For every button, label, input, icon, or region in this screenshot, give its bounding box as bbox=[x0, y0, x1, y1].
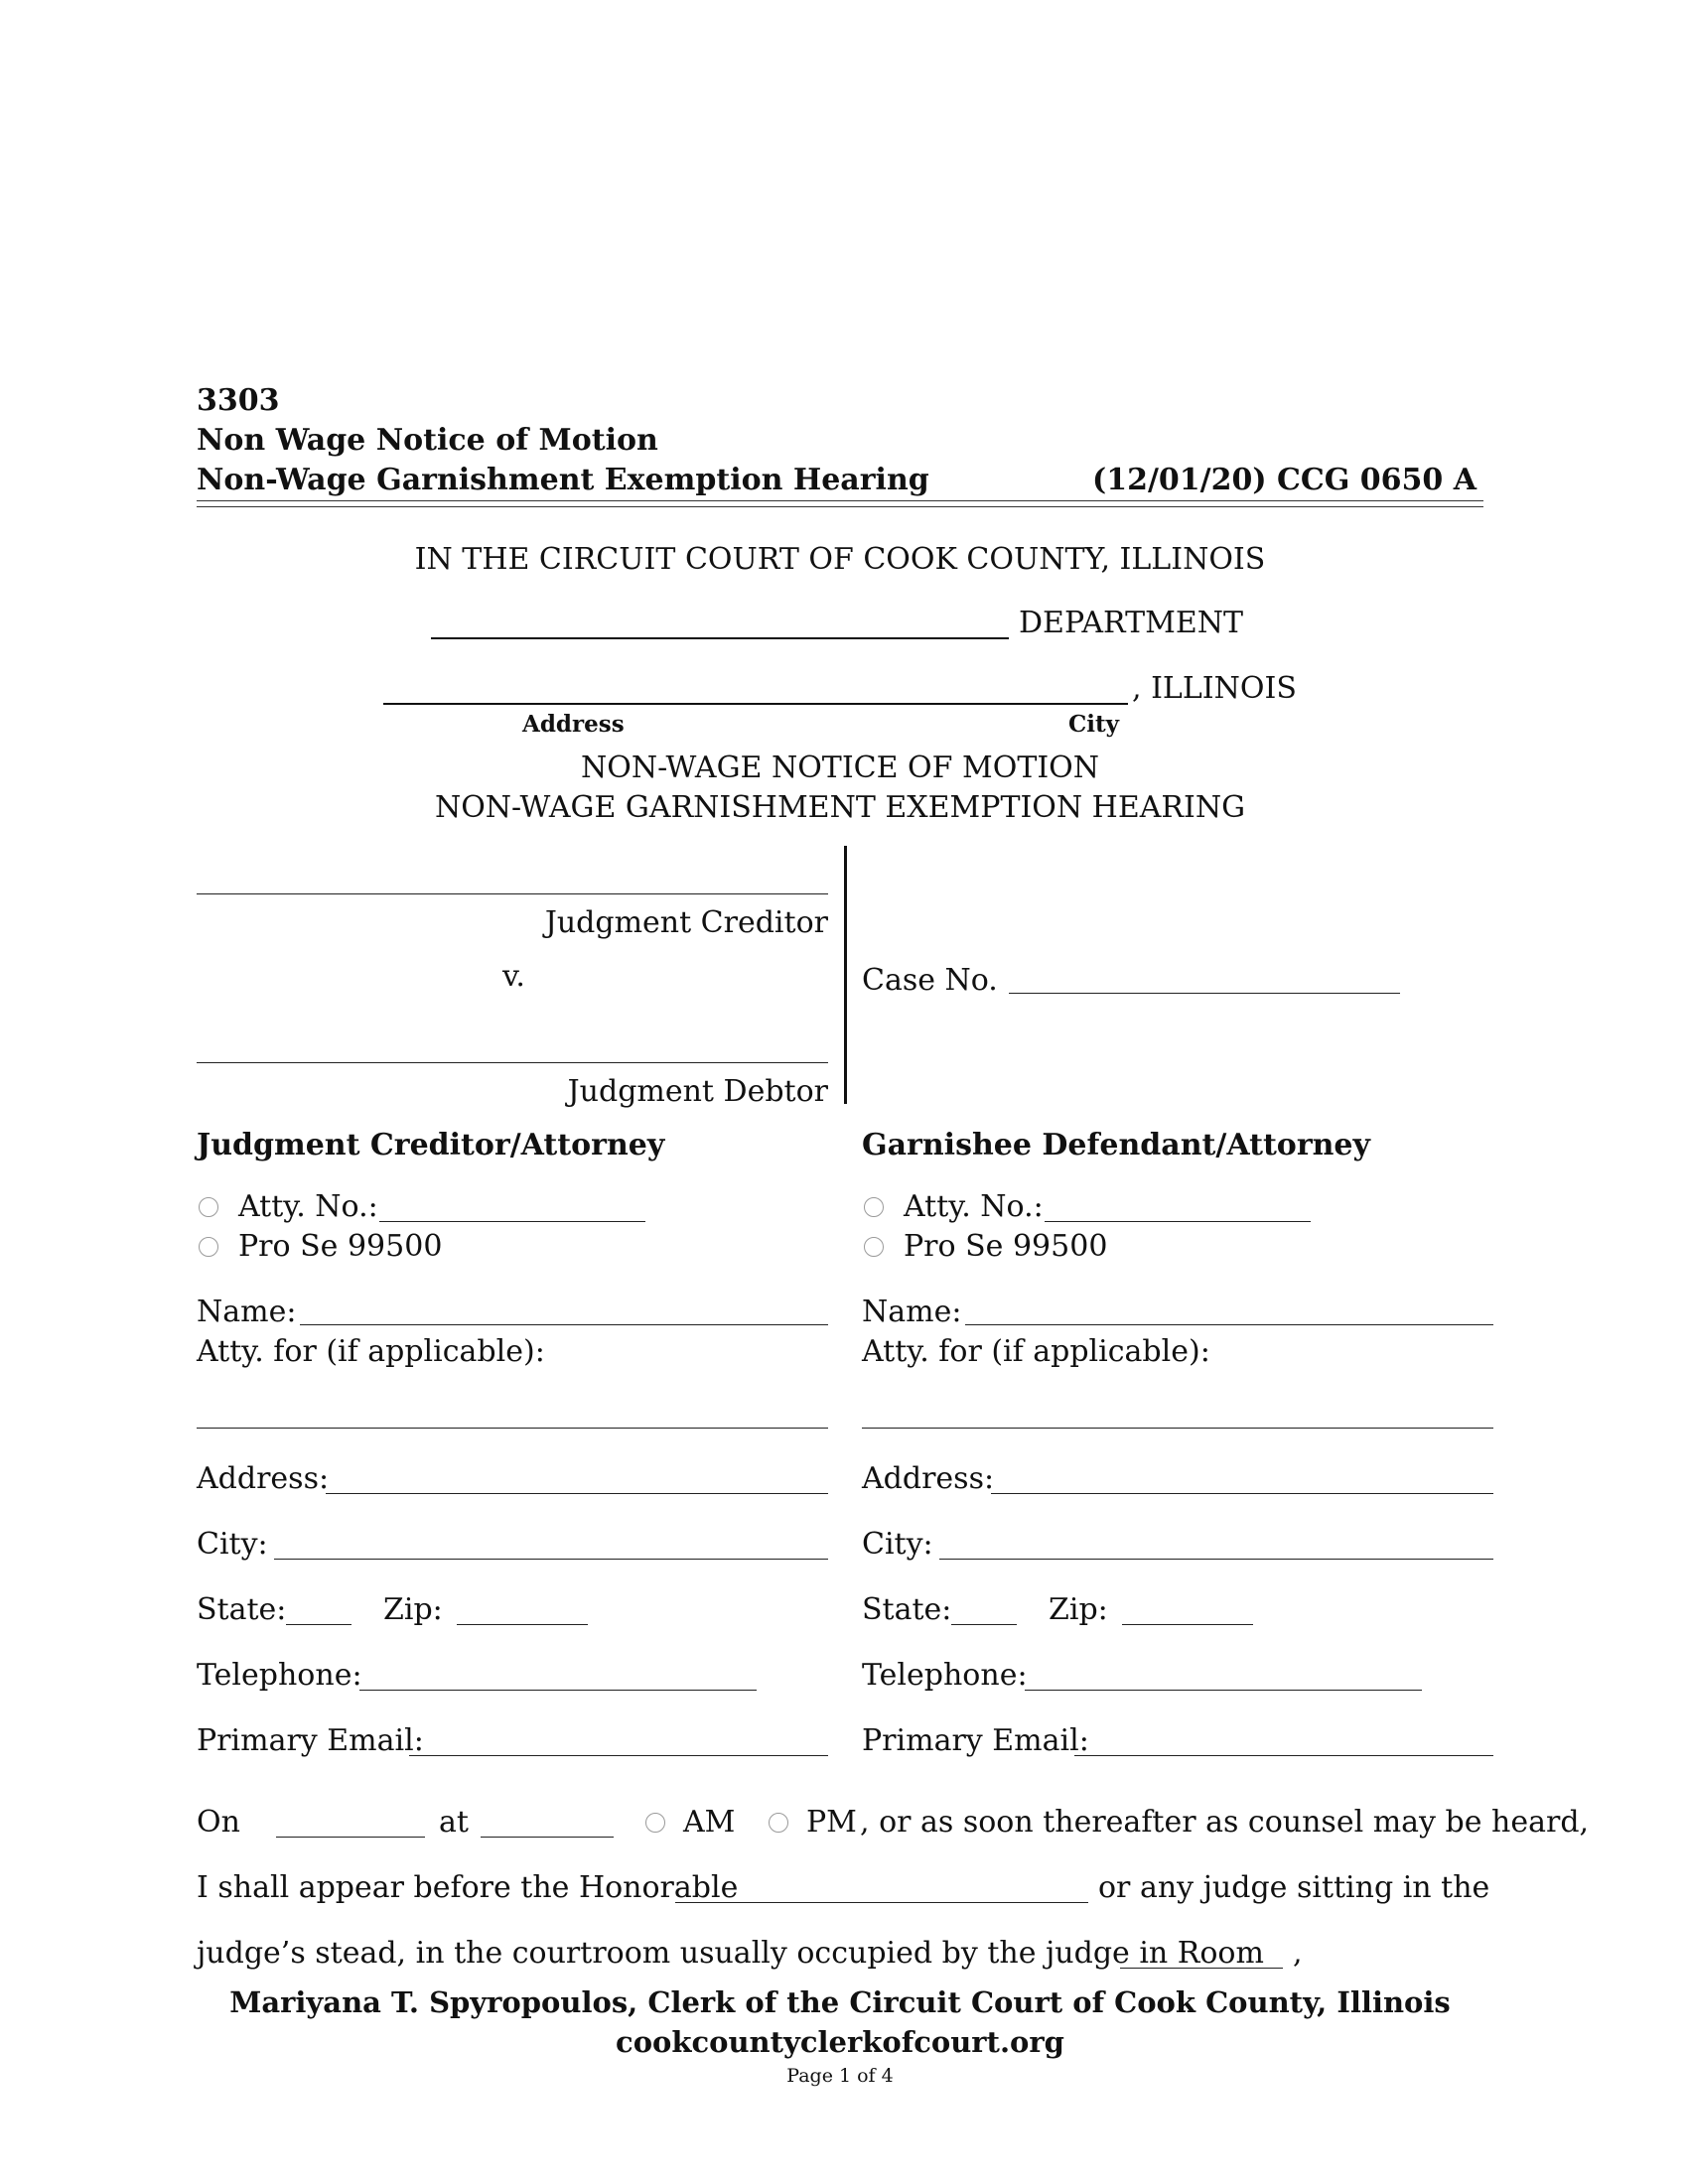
hearing-time-field[interactable] bbox=[481, 1837, 614, 1838]
right-city-label: City: bbox=[862, 1527, 933, 1562]
right-atty-no-radio[interactable] bbox=[864, 1197, 884, 1217]
right-party-heading: Garnishee Defendant/Attorney bbox=[862, 1128, 1370, 1162]
department-field[interactable] bbox=[431, 637, 1009, 639]
judgment-creditor-label: Judgment Creditor bbox=[544, 905, 828, 940]
right-pro-se-radio[interactable] bbox=[864, 1237, 884, 1257]
clerk-footer: Mariyana T. Spyropoulos, Clerk of the Circuit Court of Cook County, Illinois bbox=[229, 1985, 1451, 2019]
left-telephone-field[interactable] bbox=[359, 1690, 757, 1691]
notice-at-label: at bbox=[439, 1805, 469, 1840]
left-zip-label: Zip: bbox=[383, 1592, 443, 1627]
right-atty-for-label: Atty. for (if applicable): bbox=[862, 1334, 1210, 1369]
left-pro-se-label: Pro Se 99500 bbox=[238, 1229, 443, 1264]
judgment-debtor-field[interactable] bbox=[197, 1062, 828, 1063]
left-pro-se-radio[interactable] bbox=[199, 1237, 218, 1257]
notice-line-3-start: judge’s stead, in the courtroom usually occupied by the judge in Room bbox=[197, 1936, 1264, 1971]
right-state-label: State: bbox=[862, 1592, 952, 1627]
right-name-field[interactable] bbox=[965, 1324, 1493, 1325]
title-line-1: NON-WAGE NOTICE OF MOTION bbox=[580, 751, 1100, 785]
right-email-field[interactable] bbox=[1074, 1755, 1493, 1756]
illinois-label: , ILLINOIS bbox=[1132, 671, 1297, 706]
right-city-field[interactable] bbox=[939, 1559, 1493, 1560]
form-subtitle: Non-Wage Garnishment Exemption Hearing bbox=[197, 463, 929, 497]
header-rule-top bbox=[197, 500, 1483, 501]
am-radio[interactable] bbox=[645, 1813, 665, 1833]
form-number: 3303 bbox=[197, 383, 280, 418]
left-atty-no-field[interactable] bbox=[379, 1221, 645, 1222]
header-rule-bottom bbox=[197, 506, 1483, 507]
left-atty-no-label: Atty. No.: bbox=[238, 1189, 378, 1224]
right-zip-label: Zip: bbox=[1049, 1592, 1108, 1627]
right-atty-no-field[interactable] bbox=[1045, 1221, 1311, 1222]
right-state-field[interactable] bbox=[951, 1624, 1017, 1625]
court-name: IN THE CIRCUIT COURT OF COOK COUNTY, ILLINOIS bbox=[414, 542, 1266, 577]
left-telephone-label: Telephone: bbox=[197, 1658, 362, 1693]
right-pro-se-label: Pro Se 99500 bbox=[904, 1229, 1108, 1264]
form-name: Non Wage Notice of Motion bbox=[197, 423, 658, 458]
notice-on-label: On bbox=[197, 1805, 240, 1840]
right-zip-field[interactable] bbox=[1122, 1624, 1253, 1625]
caption-divider bbox=[844, 846, 847, 1104]
left-name-field[interactable] bbox=[300, 1324, 828, 1325]
title-line-2: NON-WAGE GARNISHMENT EXEMPTION HEARING bbox=[434, 790, 1246, 825]
department-label: DEPARTMENT bbox=[1019, 606, 1243, 640]
left-party-heading: Judgment Creditor/Attorney bbox=[197, 1128, 665, 1162]
address-city-field[interactable] bbox=[383, 703, 1128, 705]
am-label: AM bbox=[683, 1805, 736, 1840]
website-footer: cookcountyclerkofcourt.org bbox=[616, 2025, 1064, 2059]
judgment-creditor-field[interactable] bbox=[197, 893, 828, 894]
left-address-field[interactable] bbox=[326, 1493, 828, 1494]
right-email-label: Primary Email: bbox=[862, 1723, 1089, 1758]
left-email-field[interactable] bbox=[409, 1755, 828, 1756]
pm-label: PM bbox=[806, 1805, 857, 1840]
versus-label: v. bbox=[502, 959, 525, 994]
right-atty-no-label: Atty. No.: bbox=[904, 1189, 1044, 1224]
case-no-label: Case No. bbox=[862, 963, 998, 998]
pm-radio[interactable] bbox=[769, 1813, 788, 1833]
left-city-label: City: bbox=[197, 1527, 268, 1562]
right-telephone-field[interactable] bbox=[1025, 1690, 1422, 1691]
case-no-field[interactable] bbox=[1009, 993, 1400, 994]
left-address-label: Address: bbox=[197, 1461, 330, 1496]
right-atty-for-field[interactable] bbox=[862, 1428, 1493, 1429]
left-city-field[interactable] bbox=[274, 1559, 828, 1560]
hearing-date-field[interactable] bbox=[276, 1837, 425, 1838]
form-code: (12/01/20) CCG 0650 A bbox=[1092, 463, 1477, 497]
page-number: Page 1 of 4 bbox=[786, 2065, 894, 2087]
address-caption: Address bbox=[522, 711, 625, 738]
right-name-label: Name: bbox=[862, 1295, 962, 1329]
judge-name-field[interactable] bbox=[675, 1902, 1088, 1903]
notice-line-1-tail: , or as soon thereafter as counsel may be heard, bbox=[860, 1805, 1590, 1840]
left-state-field[interactable] bbox=[286, 1624, 352, 1625]
left-atty-no-radio[interactable] bbox=[199, 1197, 218, 1217]
right-address-label: Address: bbox=[862, 1461, 995, 1496]
notice-line-2-tail: or any judge sitting in the bbox=[1098, 1870, 1490, 1905]
left-state-label: State: bbox=[197, 1592, 287, 1627]
notice-line-3-tail: , bbox=[1293, 1936, 1303, 1971]
city-caption: City bbox=[1068, 711, 1120, 738]
left-atty-for-field[interactable] bbox=[197, 1428, 828, 1429]
left-email-label: Primary Email: bbox=[197, 1723, 424, 1758]
judgment-debtor-label: Judgment Debtor bbox=[567, 1074, 828, 1109]
left-atty-for-label: Atty. for (if applicable): bbox=[197, 1334, 545, 1369]
left-name-label: Name: bbox=[197, 1295, 297, 1329]
room-number-field[interactable] bbox=[1120, 1968, 1283, 1969]
right-telephone-label: Telephone: bbox=[862, 1658, 1028, 1693]
notice-line-2-start: I shall appear before the Honorable bbox=[197, 1870, 739, 1905]
right-address-field[interactable] bbox=[991, 1493, 1493, 1494]
left-zip-field[interactable] bbox=[457, 1624, 588, 1625]
